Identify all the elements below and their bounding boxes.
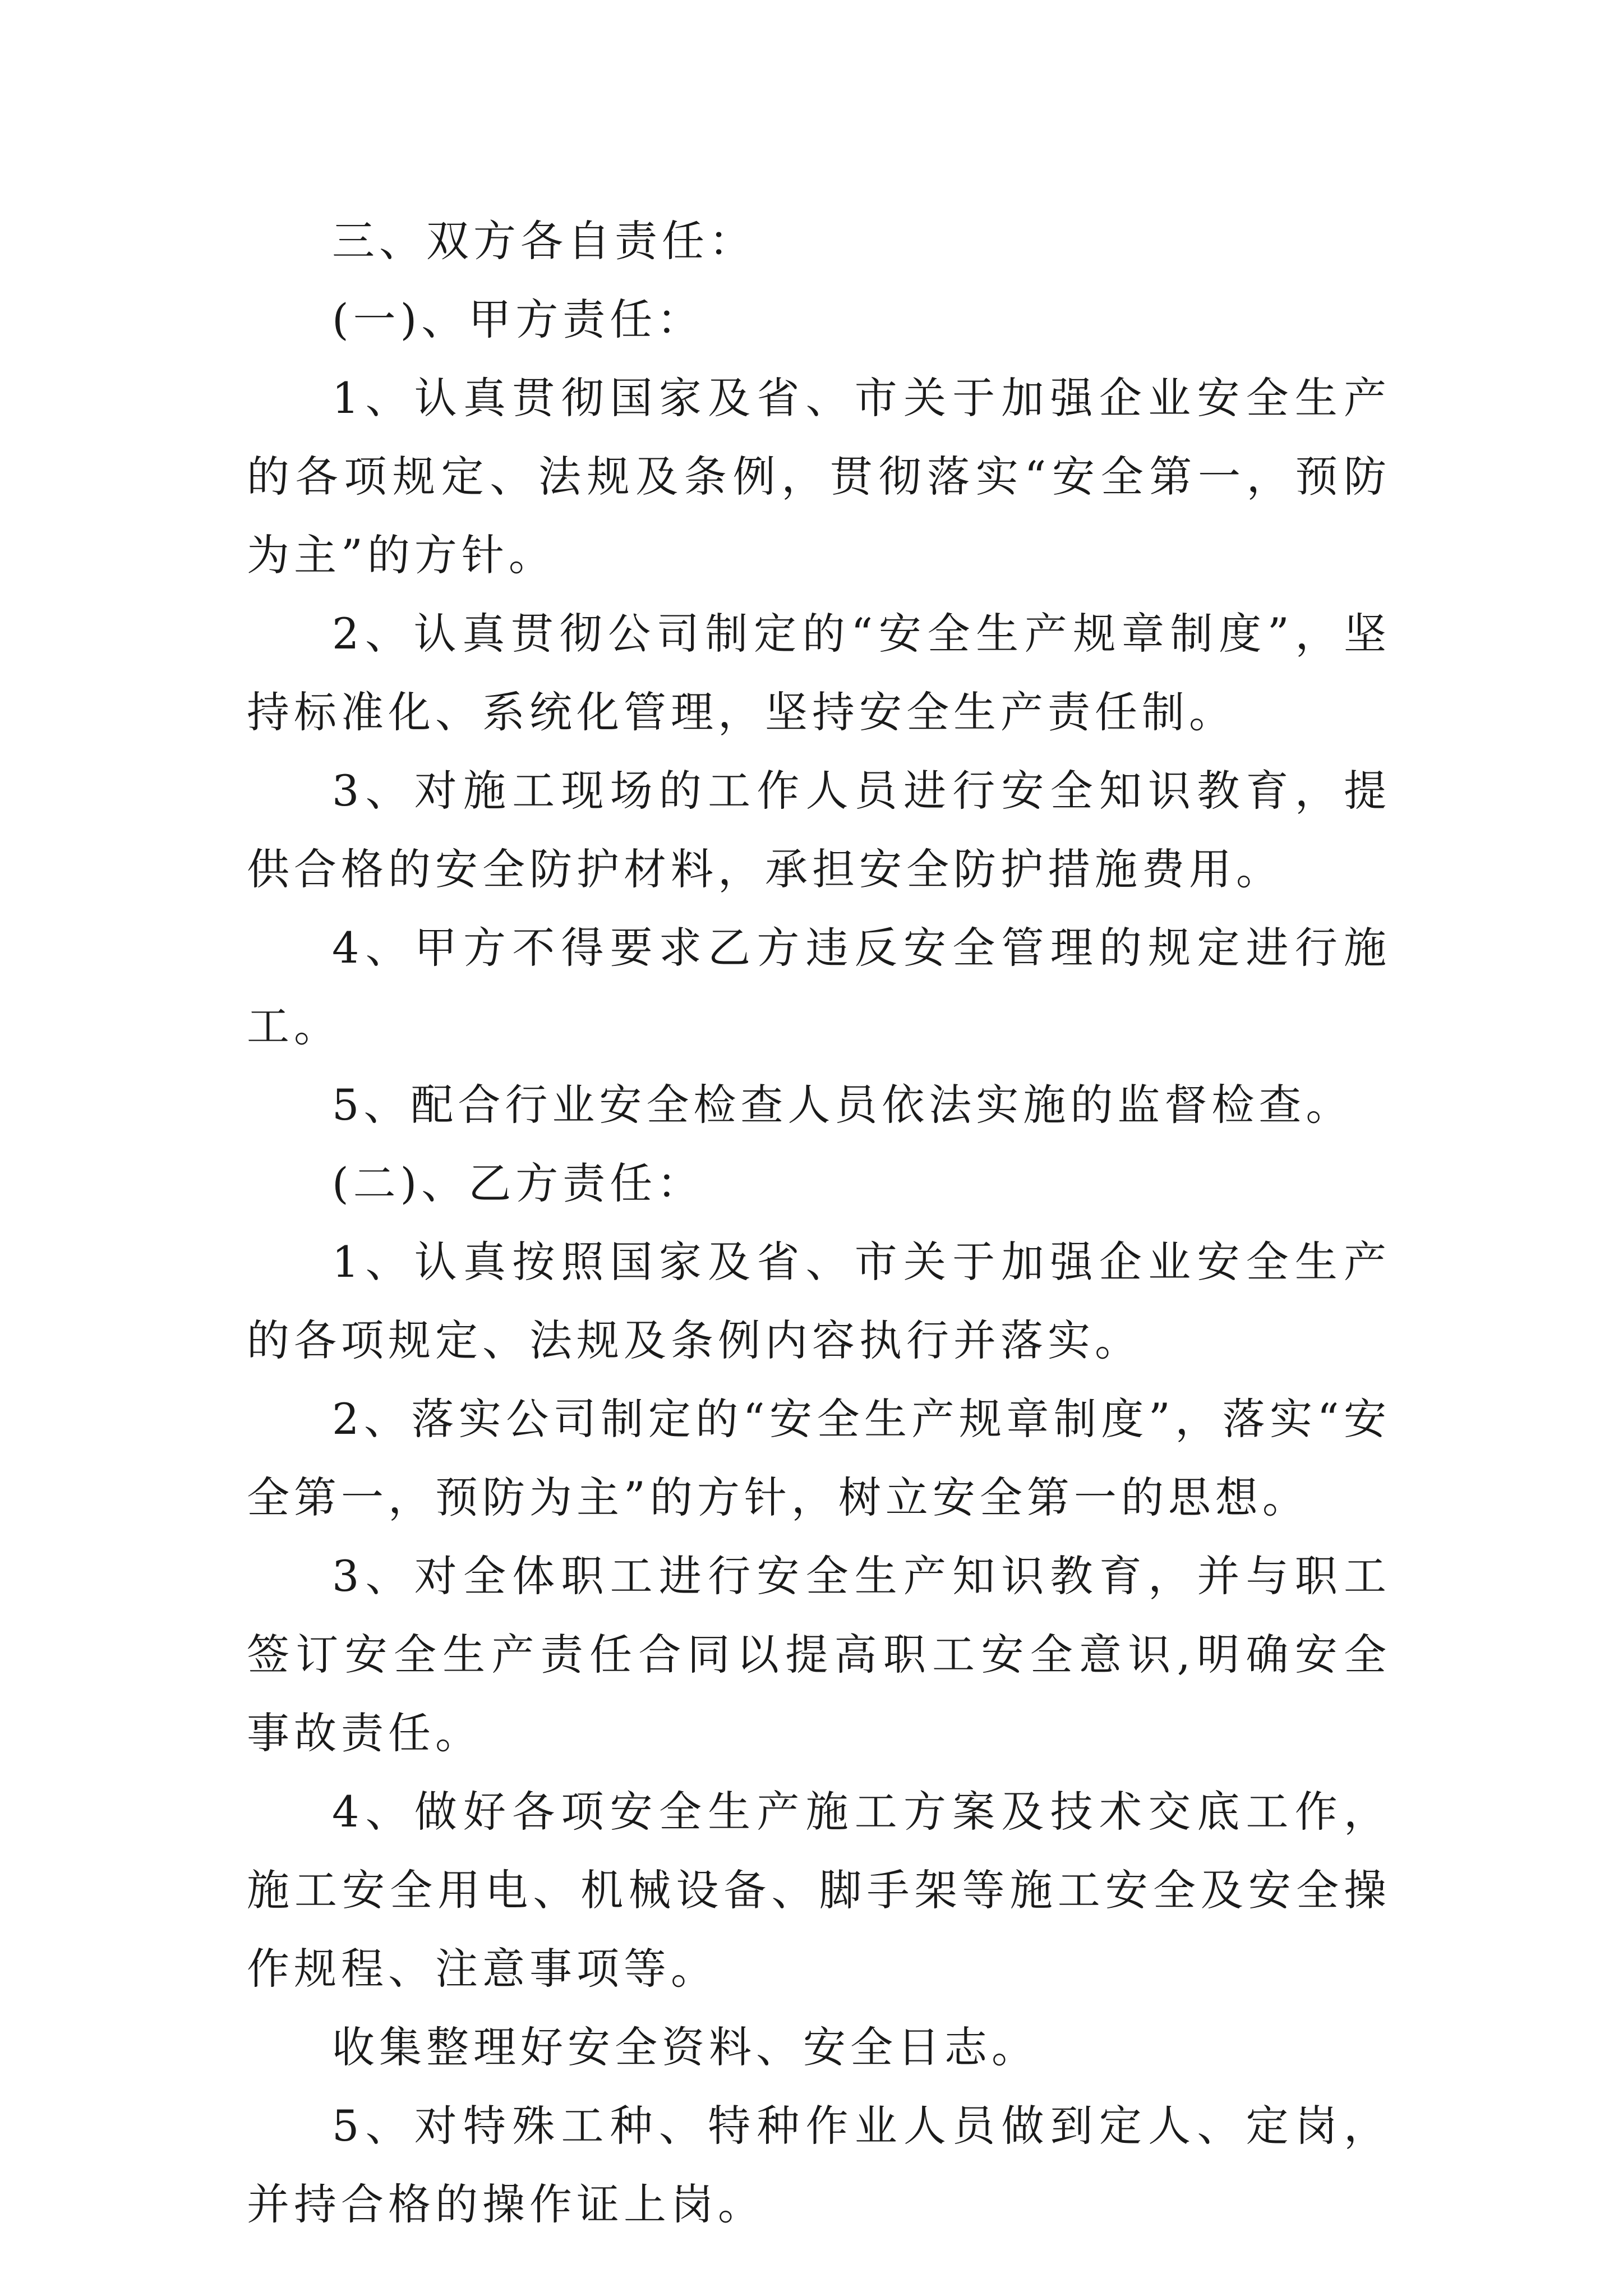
subsection-heading-party-b: (二)、乙方责任： [332,1158,704,1208]
party-b-item-2: 2、落实公司制定的“安全生产规章制度”，落实“安全第一，预防为主”的方针，树立安全第一的思想。 [247,1394,1391,1522]
document-body [247,202,1391,2244]
party-b-item-1: 1、认真按照国家及省、市关于加强企业安全生产的各项规定、法规及条例内容执行并落实。 [247,1237,1391,1365]
party-b-item-4-continued: 收集整理好安全资料、安全日志。 [332,2022,1039,2072]
section-heading: 三、双方各自责任： [332,216,756,266]
party-b-item-4: 4、做好各项安全生产施工方案及技术交底工作，施工安全用电、机械设备、脚手架等施工安全及安全操作规程、注意事项等。 [247,1787,1391,1994]
subsection-heading-party-a: (一)、甲方责任： [332,295,704,344]
party-a-item-2: 2、认真贯彻公司制定的“安全生产规章制度”，坚持标准化、系统化管理，坚持安全生产责任制。 [247,609,1391,737]
party-a-item-5: 5、配合行业安全检查人员依法实施的监督检查。 [332,1080,1353,1130]
party-a-item-1: 1、认真贯彻国家及省、市关于加强企业安全生产的各项规定、法规及条例，贯彻落实“安全第一，预防为主”的方针。 [247,373,1391,580]
party-b-item-3: 3、对全体职工进行安全生产知识教育，并与职工签订安全生产责任合同以提高职工安全意识,明确安全事故责任。 [247,1551,1391,1758]
party-b-item-5: 5、对特殊工种、特种作业人员做到定人、定岗，并持合格的操作证上岗。 [247,2101,1391,2229]
party-a-item-3: 3、对施工现场的工作人员进行安全知识教育，提供合格的安全防护材料，承担安全防护措施费用。 [247,766,1391,894]
party-a-item-4: 4、甲方不得要求乙方违反安全管理的规定进行施工。 [247,923,1391,1051]
